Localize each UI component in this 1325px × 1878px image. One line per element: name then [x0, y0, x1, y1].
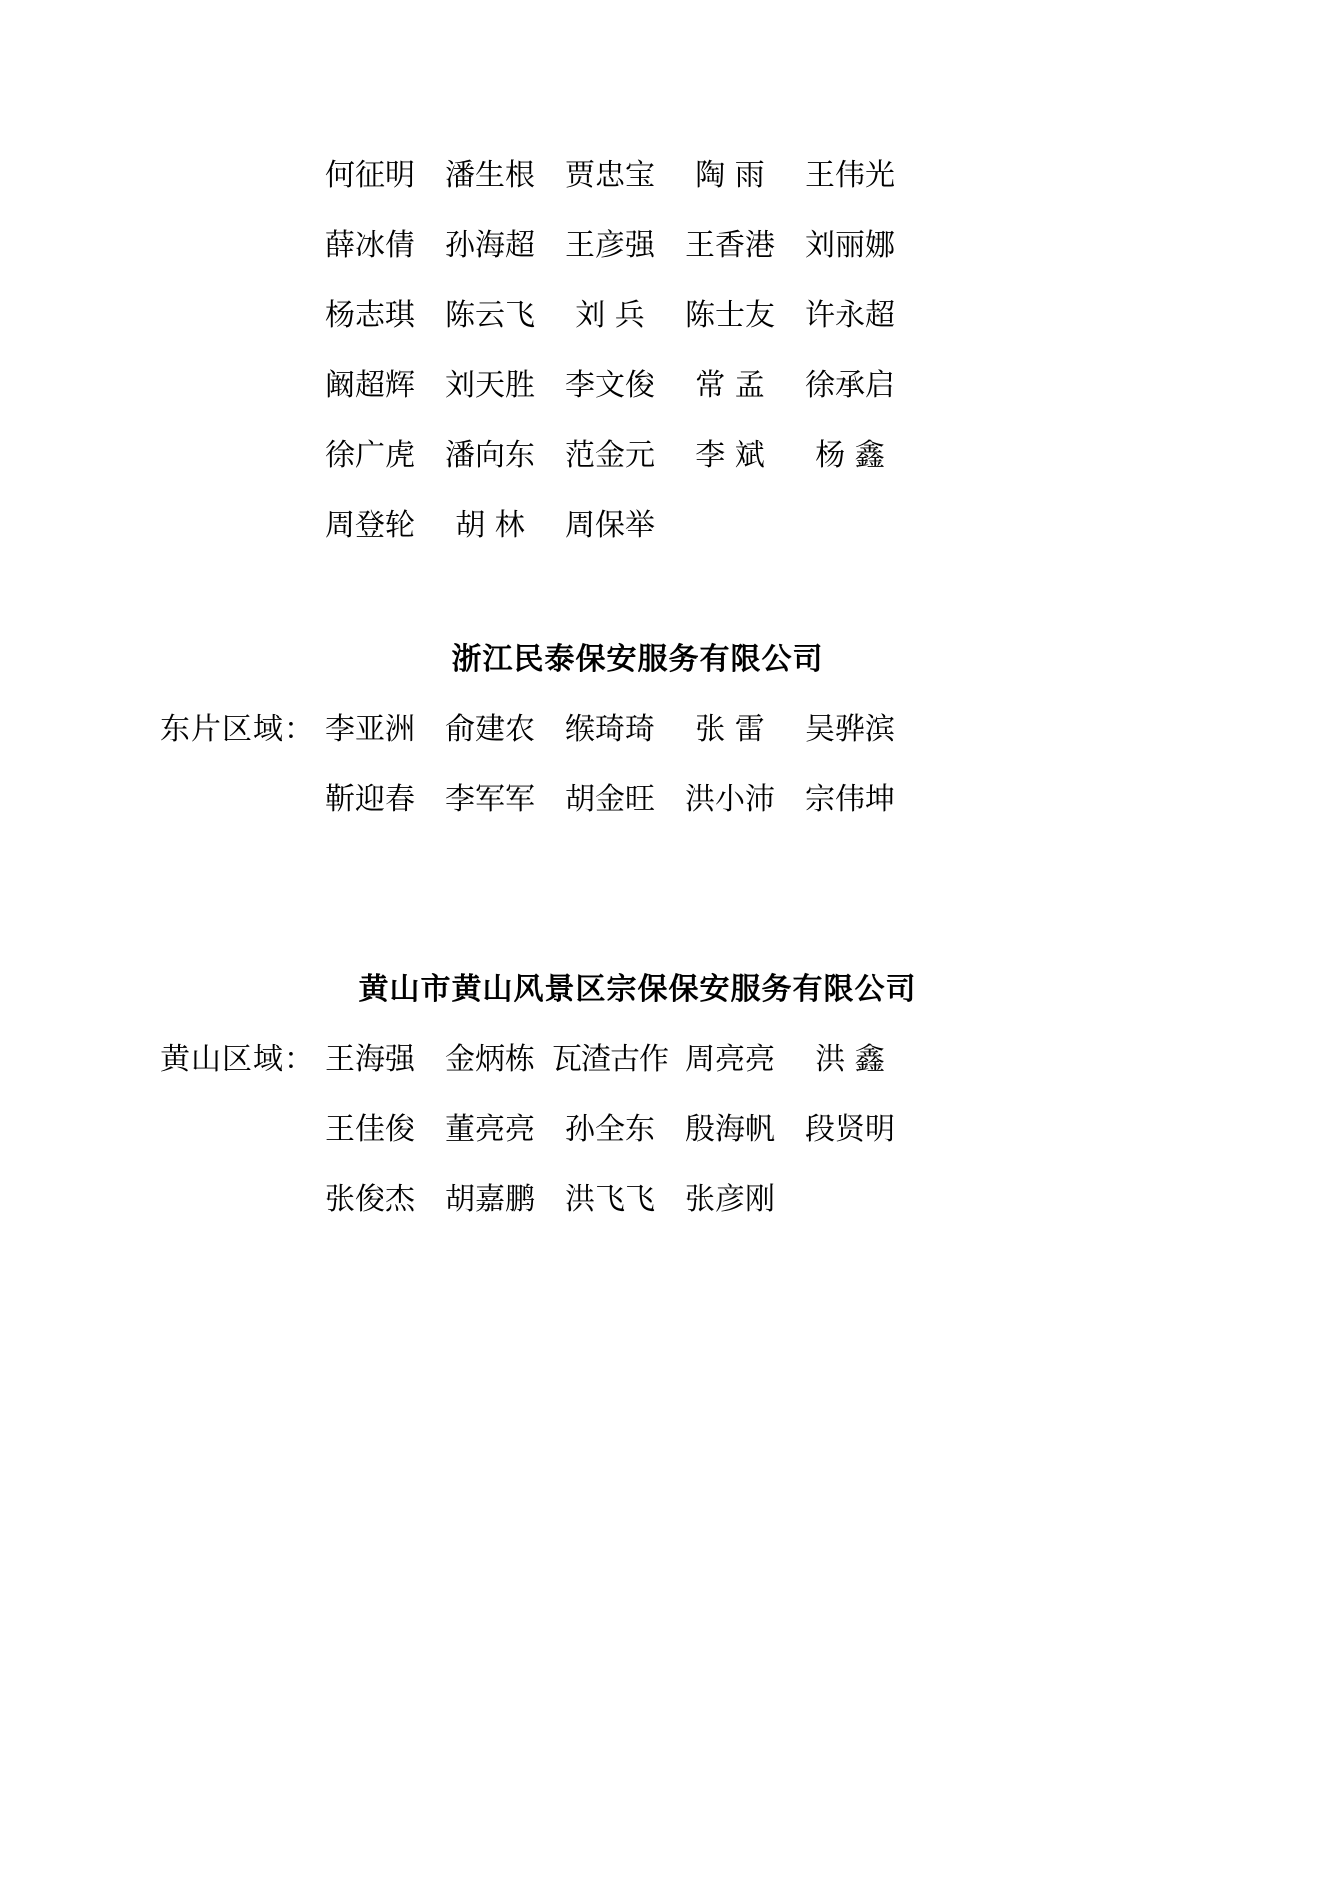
table-row	[160, 1174, 1125, 1218]
table-row	[160, 150, 1125, 194]
list-item: 李文俊	[565, 368, 655, 403]
list-item: 胡金旺	[565, 782, 655, 817]
list-item: 胡 林	[455, 508, 525, 543]
section-heading: 黄山市黄山风景区宗保保安服务有限公司	[358, 972, 917, 1007]
section-spacer	[160, 844, 1125, 964]
list-item: 孙海超	[445, 228, 535, 263]
list-item: 洪 鑫	[815, 1042, 885, 1077]
list-item: 阚超辉	[325, 368, 415, 403]
list-item: 常 孟	[695, 368, 765, 403]
table-row	[160, 360, 1125, 404]
list-item: 靳迎春	[325, 782, 415, 817]
table-row	[160, 774, 1125, 818]
section-heading: 浙江民泰保安服务有限公司	[451, 642, 824, 677]
list-item: 潘向东	[445, 438, 535, 473]
list-item: 李亚洲	[325, 712, 415, 747]
list-item: 殷海帆	[685, 1112, 775, 1147]
list-item: 胡嘉鹏	[445, 1182, 535, 1217]
list-item: 范金元	[565, 438, 655, 473]
name-list-section-zhejiang-mintai	[160, 634, 1125, 818]
list-item: 王伟光	[805, 158, 895, 193]
list-item: 陈云飞	[445, 298, 535, 333]
table-row	[160, 500, 1125, 544]
list-item: 周登轮	[325, 508, 415, 543]
list-item: 瓦渣古作	[552, 1042, 668, 1077]
table-row	[160, 1034, 1125, 1078]
list-item: 王彦强	[565, 228, 655, 263]
list-item: 王香港	[685, 228, 775, 263]
list-item: 金炳栋	[445, 1042, 535, 1077]
list-item: 张俊杰	[325, 1182, 415, 1217]
list-item: 孙全东	[565, 1112, 655, 1147]
name-group	[310, 1174, 790, 1218]
name-group	[310, 500, 670, 544]
name-group	[310, 1104, 910, 1148]
list-item: 段贤明	[805, 1112, 895, 1147]
list-item: 杨志琪	[325, 298, 415, 333]
name-group	[310, 704, 910, 748]
name-group	[310, 1034, 910, 1078]
list-item: 李 斌	[695, 438, 765, 473]
list-item: 刘 兵	[575, 298, 645, 333]
list-item: 洪小沛	[685, 782, 775, 817]
list-item: 李军军	[445, 782, 535, 817]
list-item: 吴骅滨	[805, 712, 895, 747]
list-item: 陶 雨	[695, 158, 765, 193]
list-item: 潘生根	[445, 158, 535, 193]
list-item: 洪飞飞	[565, 1182, 655, 1217]
list-item: 刘天胜	[445, 368, 535, 403]
table-row	[160, 430, 1125, 474]
row-label: 黄山区域：	[160, 1042, 315, 1077]
list-item: 杨 鑫	[815, 438, 885, 473]
table-row	[160, 704, 1125, 748]
table-row	[160, 290, 1125, 334]
list-item: 王海强	[325, 1042, 415, 1077]
name-group	[310, 150, 910, 194]
name-group	[310, 220, 910, 264]
list-item: 宗伟坤	[805, 782, 895, 817]
name-list-section-huangshan-zongbao	[160, 964, 1125, 1218]
list-item: 张彦刚	[685, 1182, 775, 1217]
list-item: 徐广虎	[325, 438, 415, 473]
table-row	[160, 1104, 1125, 1148]
row-label: 东片区域：	[160, 712, 315, 747]
list-item: 刘丽娜	[805, 228, 895, 263]
list-item: 王佳俊	[325, 1112, 415, 1147]
list-item: 缑琦琦	[565, 712, 655, 747]
list-item: 许永超	[805, 298, 895, 333]
name-group	[310, 360, 910, 404]
section-spacer	[160, 570, 1125, 634]
list-item: 周亮亮	[685, 1042, 775, 1077]
list-item: 贾忠宝	[565, 158, 655, 193]
list-item: 薛冰倩	[325, 228, 415, 263]
list-item: 俞建农	[445, 712, 535, 747]
list-item: 何征明	[325, 158, 415, 193]
name-group	[310, 430, 910, 474]
table-row	[160, 220, 1125, 264]
name-list-section-continued	[160, 150, 1125, 544]
name-group	[310, 774, 910, 818]
name-group	[310, 290, 910, 334]
list-item: 周保举	[565, 508, 655, 543]
list-item: 徐承启	[805, 368, 895, 403]
list-item: 董亮亮	[445, 1112, 535, 1147]
list-item: 张 雷	[695, 712, 765, 747]
list-item: 陈士友	[685, 298, 775, 333]
